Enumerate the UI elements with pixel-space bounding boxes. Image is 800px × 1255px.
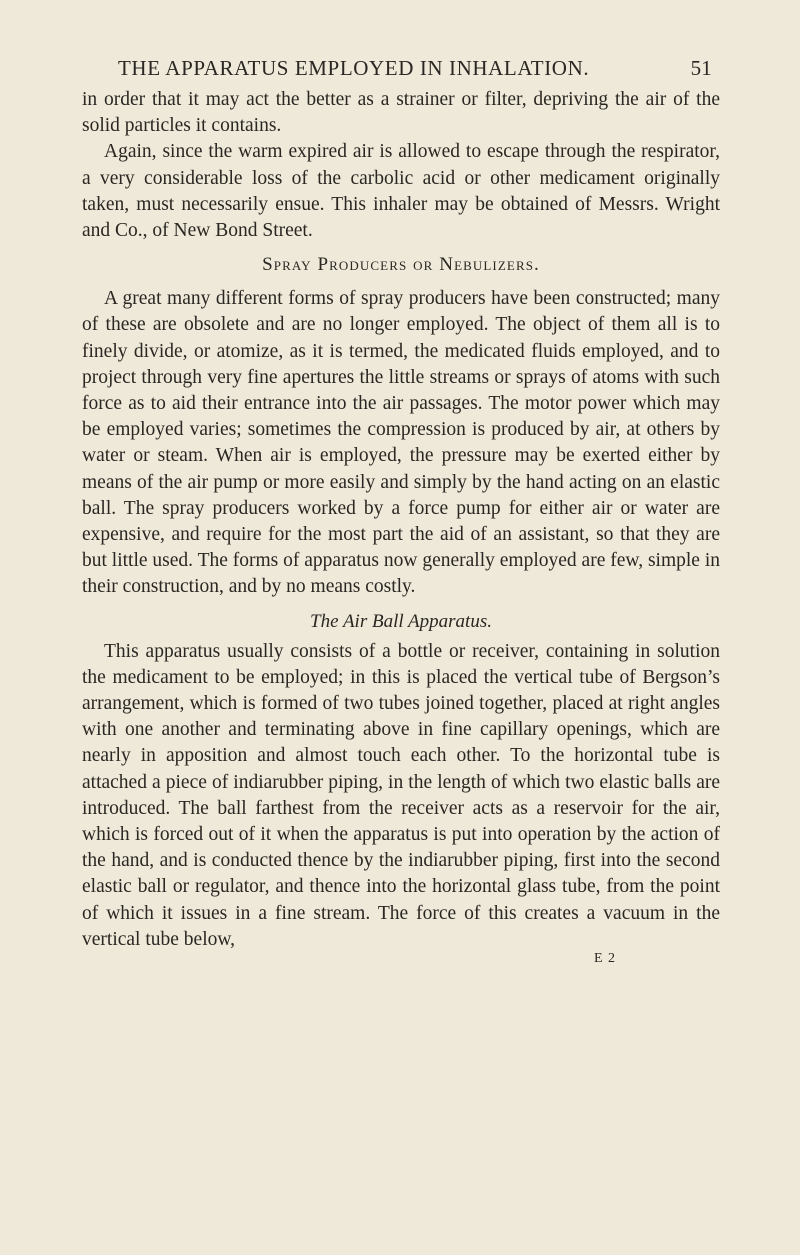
signature-mark: E 2 <box>593 951 616 967</box>
paragraph-air-ball-apparatus: This apparatus usually consists of a bottle or receiver, containing in solution the medicament to be employed; in this is placed the vertical tube of Bergson’s arrangement, which is formed of two tubes joined together, placed at right angles with one another and terminating above in fine capillary openings, which are nearly in apposition and almost touch each other. To the horizontal tube is attached a piece of indiarubber piping, in the length of which two elastic balls are introduced. The ball farthest from the receiver acts as a reservoir for the air, which is forced out of it when the apparatus is put into operation by the action of the hand, and is conducted thence by the indiarubber piping, first into the second elastic ball or regulator, and thence into the horizontal glass tube, from the point of which it issues in a fine stream. The force of this creates a vacuum in the vertical tube below, <box>82 640 720 950</box>
section-heading-spray-producers: Spray Producers or Nebulizers. <box>262 254 540 276</box>
paragraph-respirator-loss: Again, since the warm expired air is allowed to escape through the respirator, a very considerable loss of the carbolic acid or other medicament originally taken, must necessarily ensue. This inhaler may be obtained of Messrs. Wright and Co., of New Bond Street. <box>82 141 720 242</box>
paragraph-continuation: in order that it may act the better as a strainer or filter, depriving the air of the solid particles it contains. <box>82 89 720 137</box>
page-number: 51 <box>690 56 712 80</box>
running-head <box>82 56 720 81</box>
paragraph-spray-producers: A great many different forms of spray producers have been constructed; many of these are obsolete and are no longer employed. The object of them all is to finely divide, or atomize, as it is termed, the medicated fluids employed, and to project through very fine apertures the little streams or sprays of atoms with such force as to aid their entrance into the air passages. The motor power which may be employed varies; sometimes the compression is produced by air, at others by water or steam. When air is employed, the pressure may be exerted either by means of the air pump or more easily and simply by the hand acting on an elastic ball. The spray producers worked by a force pump for either air or water are expensive, and require for the most part the aid of an assistant, so that they are but little used. The forms of apparatus now generally employed are few, simple in their construction, and by no means costly. <box>82 288 720 598</box>
running-head-title: THE APPARATUS EMPLOYED IN INHALATION. <box>118 56 590 80</box>
sub-heading-air-ball-apparatus: The Air Ball Apparatus. <box>310 610 492 632</box>
